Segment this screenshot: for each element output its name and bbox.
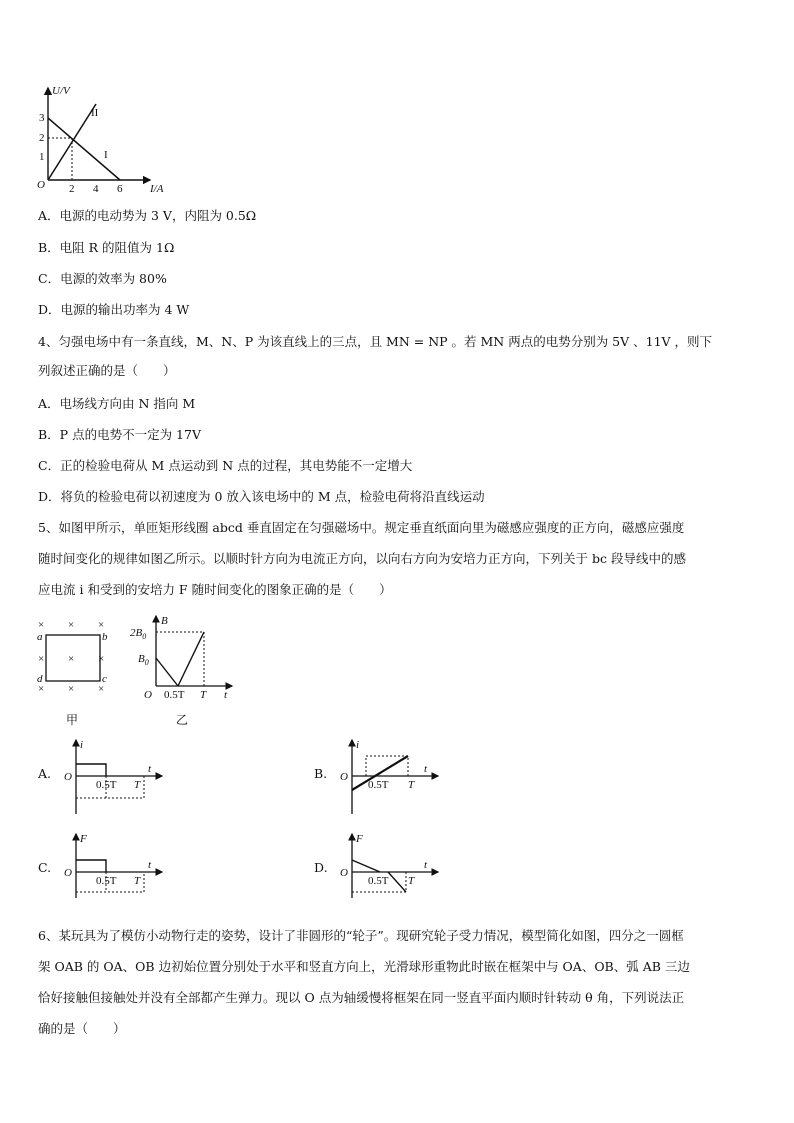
x-tick-t: T <box>408 779 415 791</box>
q3-option-d: D．电源的输出功率为 4 W <box>38 302 190 317</box>
q5-option-b-label: B. <box>314 766 328 781</box>
cross-mark: × <box>98 619 105 631</box>
origin-label: O <box>37 179 45 191</box>
q3-option-b: B．电阻 R 的阻值为 1Ω <box>38 240 175 255</box>
x-tick-half: 0.5T <box>164 689 185 701</box>
q4-option-d: D．将负的检验电荷以初速度为 0 放入该电场中的 M 点，检验电荷将沿直线运动 <box>38 489 485 504</box>
f-segment-1 <box>352 860 380 872</box>
cross-mark: × <box>38 683 45 695</box>
x-tick-half: 0.5T <box>96 875 117 887</box>
origin-label: O <box>340 867 348 879</box>
q5-option-d-label: D. <box>314 860 328 875</box>
x-tick-t: T <box>200 689 207 701</box>
q3-option-a: A．电源的电动势为 3 V，内阻为 0.5Ω <box>38 208 257 223</box>
x-tick-t: T <box>408 875 415 887</box>
x-axis-label: t <box>148 859 152 871</box>
fig-jia-caption: 甲 <box>66 713 79 727</box>
ui-graph <box>34 82 164 197</box>
corner-b: b <box>102 631 108 643</box>
q6-line3: 恰好接触但接触处并没有全部都产生弹力。现以 O 点为轴缓慢将框架在同一竖直平面内顺时针转动 θ 角，下列说法正 <box>38 990 685 1005</box>
fig-jia-coil <box>34 616 124 726</box>
x-tick-half: 0.5T <box>96 779 117 791</box>
fig-yi-bt-graph <box>128 612 238 707</box>
corner-d: d <box>37 673 43 685</box>
x-axis-label: I/A <box>150 183 164 195</box>
i-positive <box>76 764 106 776</box>
corner-a: a <box>37 631 43 643</box>
line-2-label: II <box>91 107 99 119</box>
cross-mark: × <box>68 619 75 631</box>
cross-mark: × <box>38 619 45 631</box>
x-tick-t: T <box>134 875 141 887</box>
cross-mark: × <box>98 653 105 665</box>
b-increase <box>178 632 204 686</box>
cross-mark: × <box>38 653 45 665</box>
line-1 <box>48 118 120 180</box>
y-axis-label: U/V <box>52 85 70 97</box>
corner-c: c <box>102 673 107 685</box>
origin-label: O <box>64 771 72 783</box>
cross-mark: × <box>68 653 75 665</box>
y-axis-label: F <box>356 833 363 845</box>
x-axis-label: t <box>148 763 152 775</box>
y-tick: 2 <box>39 132 45 144</box>
x-axis-label: t <box>424 859 428 871</box>
q5-stem-line3: 应电流 i 和受到的安培力 F 随时间变化的图象正确的是（ ） <box>38 582 392 597</box>
x-tick: 4 <box>93 183 99 195</box>
q4-stem-line1: 4、匀强电场中有一条直线，M、N、P 为该直线上的三点，且 MN = NP 。若 MN 两点的电势分别为 5V 、11V ，则下 <box>38 334 713 349</box>
y-tick-b0: $B_0$ <box>138 653 149 667</box>
origin-label: O <box>64 867 72 879</box>
q6-line1: 6、某玩具为了模仿小动物行走的姿势，设计了非圆形的“轮子”。现研究轮子受力情况，模型简化如图，四分之一圆框 <box>38 928 684 943</box>
q4-stem-line2: 列叙述正确的是（ ） <box>38 363 176 378</box>
q6-line4: 确的是（ ） <box>38 1021 126 1036</box>
y-axis-label: i <box>356 739 360 751</box>
cross-mark: × <box>98 683 105 695</box>
y-tick: 1 <box>39 151 45 163</box>
y-tick-2b0: $2B_0$ <box>130 627 147 641</box>
y-axis-label: F <box>80 833 87 845</box>
q3-option-c: C．电源的效率为 80% <box>38 271 167 286</box>
x-tick-half: 0.5T <box>368 875 389 887</box>
q5-option-b-graph <box>336 738 446 816</box>
f-positive <box>76 860 106 872</box>
q6-line2: 架 OAB 的 OA、OB 边初始位置分别处于水平和竖直方向上，光滑球形重物此时嵌在框架中与 OA、OB、弧 AB 三边 <box>38 959 690 974</box>
q5-option-a-graph <box>60 738 170 816</box>
q5-option-a-label: A. <box>38 766 52 781</box>
cross-mark: × <box>68 683 75 695</box>
x-tick: 2 <box>69 183 75 195</box>
fig-yi-caption: 乙 <box>176 713 189 727</box>
line-1-label: I <box>104 149 108 161</box>
x-tick: 6 <box>117 183 123 195</box>
q4-option-b: B．P 点的电势不一定为 17V <box>38 427 201 442</box>
y-tick: 3 <box>39 112 45 124</box>
q5-option-d-graph <box>336 832 446 902</box>
x-axis-label: t <box>224 689 228 701</box>
origin-label: O <box>340 771 348 783</box>
q5-option-c-label: C. <box>38 860 52 875</box>
q4-option-a: A．电场线方向由 N 指向 M <box>38 396 196 411</box>
x-tick-half: 0.5T <box>368 779 389 791</box>
x-tick-t: T <box>134 779 141 791</box>
q5-stem-line1: 5、如图甲所示，单匝矩形线圈 abcd 垂直固定在匀强磁场中。规定垂直纸面向里为磁感应强度的正方向，磁感应强度 <box>38 520 685 535</box>
b-decrease <box>156 658 178 686</box>
q5-stem-line2: 随时间变化的规律如图乙所示。以顺时针方向为电流正方向，以向右方向为安培力正方向，下列关于 bc 段导线中的感 <box>38 551 686 566</box>
q4-option-c: C．正的检验电荷从 M 点运动到 N 点的过程，其电势能不一定增大 <box>38 458 413 473</box>
f-segment-2 <box>388 872 406 892</box>
y-axis-label: i <box>80 739 84 751</box>
y-axis-label: B <box>161 615 168 627</box>
q5-option-c-graph <box>60 832 170 902</box>
x-axis-label: t <box>424 763 428 775</box>
origin-label: O <box>144 689 152 701</box>
